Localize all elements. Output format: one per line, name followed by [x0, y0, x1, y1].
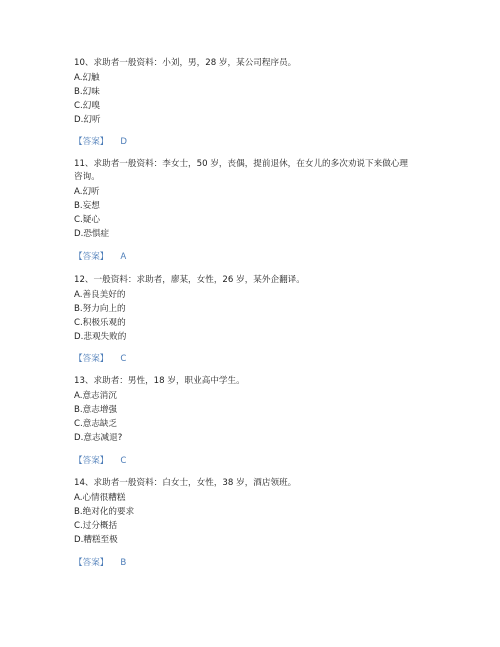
answer-label: 【答案】	[74, 558, 109, 568]
option-a: A.心情很糟糕	[74, 493, 126, 503]
answer-value: A	[120, 252, 127, 262]
question-text: 11、求助者一般资料：李女士，50 岁，丧偶，提前退休，在女儿的多次劝说下来做心理 咨询。	[74, 159, 408, 182]
question-text: 10、求助者一般资料：小刘，男，28 岁，某公司程序员。	[74, 58, 297, 68]
question-11	[74, 158, 434, 241]
answer-14	[74, 556, 126, 570]
question-text: 14、求助者一般资料：白女士，女性，38 岁，酒店领班。	[74, 478, 297, 488]
answer-11	[74, 250, 126, 264]
question-12	[74, 274, 434, 344]
answer-label: 【答案】	[74, 137, 109, 147]
answer-value: C	[120, 456, 127, 466]
option-d: D.意志减退?	[74, 433, 123, 443]
option-b: B.意志增强	[74, 405, 118, 415]
option-d: D.恐惧症	[74, 229, 110, 239]
option-a: A.意志消沉	[74, 391, 117, 401]
question-13	[74, 375, 434, 445]
answer-value: B	[120, 558, 127, 568]
answer-value: C	[120, 354, 127, 364]
option-c: C.意志缺乏	[74, 419, 118, 429]
option-b: B.努力向上的	[74, 304, 126, 314]
option-b: B.幻味	[74, 87, 100, 97]
question-text: 13、求助者：男性，18 岁，职业高中学生。	[74, 376, 245, 386]
answer-label: 【答案】	[74, 354, 109, 364]
answer-13	[74, 454, 126, 468]
option-a: A.幻触	[74, 73, 100, 83]
answer-10	[74, 135, 127, 149]
option-a: A.善良美好的	[74, 290, 126, 300]
option-a: A.幻听	[74, 187, 100, 197]
option-b: B.妄想	[74, 201, 100, 211]
question-14	[74, 477, 434, 547]
option-c: C.幻嗅	[74, 101, 100, 111]
option-c: C.疑心	[74, 215, 100, 225]
answer-label: 【答案】	[74, 252, 109, 262]
option-c: C.积极乐观的	[74, 318, 126, 328]
option-b: B.绝对化的要求	[74, 507, 135, 517]
answer-label: 【答案】	[74, 456, 109, 466]
option-c: C.过分概括	[74, 521, 118, 531]
question-10	[74, 57, 434, 127]
question-text: 12、一般资料：求助者，廖某，女性，26 岁，某外企翻译。	[74, 275, 305, 285]
option-d: D.幻听	[74, 115, 101, 125]
option-d: D.糟糕至极	[74, 535, 118, 545]
answer-value: D	[120, 137, 128, 147]
option-d: D.悲观失败的	[74, 332, 127, 342]
answer-12	[74, 352, 126, 366]
